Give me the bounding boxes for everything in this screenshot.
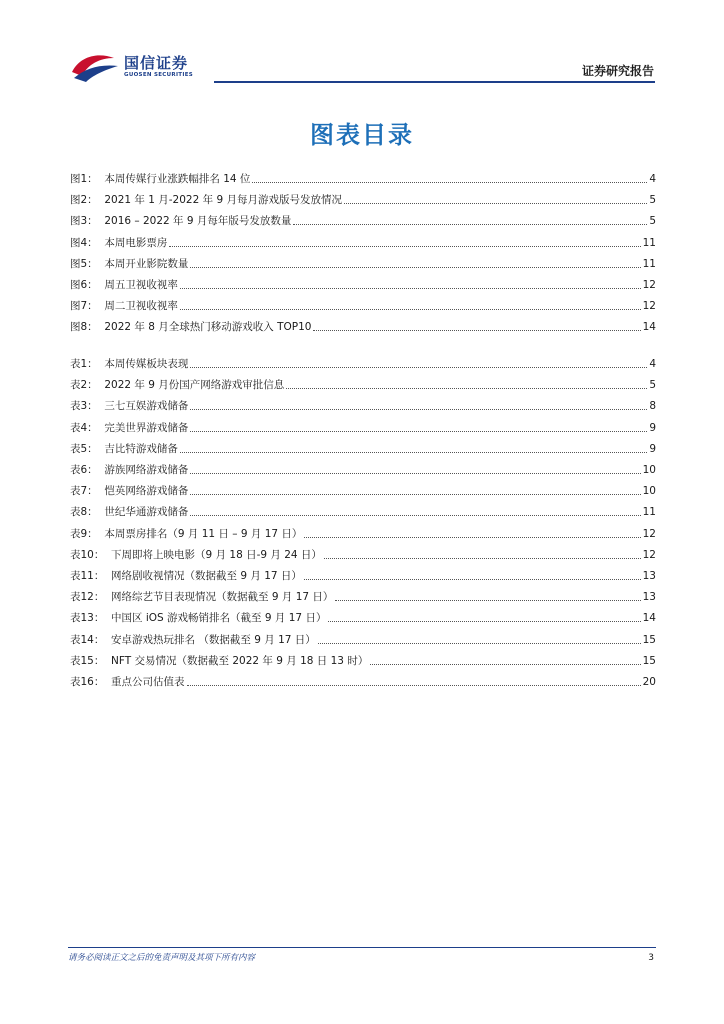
table-entry[interactable] xyxy=(70,648,656,668)
dot-leader xyxy=(180,287,641,289)
figure-entry-label: 图8： 2022 年 8 月全球热门移动游戏收入 TOP10 xyxy=(70,321,312,334)
dot-leader xyxy=(180,308,641,310)
table-entry-page: 11 xyxy=(642,506,656,519)
table-entry-label: 表14： 安卓游戏热玩排名 （数据截至 9 月 17 日） xyxy=(70,633,316,646)
dot-leader xyxy=(252,181,647,183)
figure-entry[interactable] xyxy=(70,187,656,207)
header-divider xyxy=(214,81,655,83)
dot-leader xyxy=(190,408,647,410)
figure-entry[interactable] xyxy=(70,293,656,313)
table-entry-label: 表11： 网络剧收视情况（数据截至 9 月 17 日） xyxy=(70,570,302,582)
table-entry-label: 表15： NFT 交易情况（数据截至 2022 年 9 月 18 日 13 时） xyxy=(70,654,369,667)
dot-leader xyxy=(324,557,641,559)
dot-leader xyxy=(335,599,640,601)
table-entry-label: 表10： 下周即将上映电影（9 月 18 日-9 月 24 日） xyxy=(70,548,322,561)
dot-leader xyxy=(190,266,640,268)
page-title: 图表目录 xyxy=(310,121,414,149)
table-entry[interactable] xyxy=(70,478,656,498)
logo-emblem-icon xyxy=(70,50,120,82)
table-entry[interactable] xyxy=(70,584,656,604)
dot-leader xyxy=(190,514,640,516)
dot-leader xyxy=(190,366,647,368)
figure-entry[interactable] xyxy=(70,272,656,292)
dot-leader xyxy=(187,684,641,686)
table-entry-label: 表2： 2022 年 9 月份国产网络游戏审批信息 xyxy=(70,379,285,392)
table-entry-page: 12 xyxy=(642,527,656,540)
table-entry-page: 4 xyxy=(649,358,656,370)
dot-leader xyxy=(169,245,640,247)
figure-entry[interactable] xyxy=(70,314,656,334)
table-entry-page: 20 xyxy=(642,676,656,688)
logo-chinese-name: 国信证券 xyxy=(124,54,189,72)
table-entry-label: 表13： 中国区 iOS 游戏畅销排名（截至 9 月 17 日） xyxy=(70,612,327,625)
figure-entry-label: 图5： 本周开业影院数量 xyxy=(70,257,189,270)
table-entry-label: 表3： 三七互娱游戏储备 xyxy=(70,400,189,413)
dot-leader xyxy=(304,578,641,580)
figure-entry-page: 12 xyxy=(642,279,656,291)
table-entry[interactable] xyxy=(70,563,656,583)
figure-entry-page: 14 xyxy=(642,321,656,334)
table-entry-page: 9 xyxy=(649,421,656,434)
table-entry-label: 表12： 网络综艺节目表现情况（数据截至 9 月 17 日） xyxy=(70,591,334,604)
table-entry-page: 13 xyxy=(642,570,656,582)
figure-entry-label: 图6： 周五卫视收视率 xyxy=(70,279,178,291)
table-entry-page: 5 xyxy=(649,379,656,392)
figure-entry-page: 11 xyxy=(642,236,656,249)
table-entry[interactable] xyxy=(70,372,656,392)
table-entry-label: 表4： 完美世界游戏储备 xyxy=(70,421,189,434)
table-entry[interactable] xyxy=(70,457,656,477)
dot-leader xyxy=(313,329,640,331)
table-entry-page: 10 xyxy=(642,485,656,498)
dot-leader xyxy=(328,620,640,622)
table-entry-page: 8 xyxy=(649,400,656,413)
table-entry[interactable] xyxy=(70,605,656,625)
figure-entry[interactable] xyxy=(70,251,656,271)
table-entry[interactable] xyxy=(70,393,656,413)
table-entry-label: 表1： 本周传媒板块表现 xyxy=(70,358,189,370)
figure-entry-label: 图7： 周二卫视收视率 xyxy=(70,300,178,313)
table-entry-label: 表16： 重点公司估值表 xyxy=(70,676,185,688)
dot-leader xyxy=(293,223,647,225)
figure-entry-label: 图4： 本周电影票房 xyxy=(70,236,168,249)
footer-disclaimer: 请务必阅读正文之后的免责声明及其项下所有内容 xyxy=(68,953,256,963)
table-entry-page: 9 xyxy=(649,442,656,455)
figure-entry[interactable] xyxy=(70,166,656,186)
dot-leader xyxy=(370,663,640,665)
guosen-logo xyxy=(70,50,200,86)
table-entry-label: 表7： 恺英网络游戏储备 xyxy=(70,485,189,498)
table-entry-page: 15 xyxy=(642,633,656,646)
dot-leader xyxy=(286,387,647,389)
table-entry[interactable] xyxy=(70,436,656,456)
figure-entry-page: 11 xyxy=(642,257,656,270)
table-entry[interactable] xyxy=(70,521,656,541)
dot-leader xyxy=(344,202,647,204)
figure-entry-label: 图1： 本周传媒行业涨跌幅排名 14 位 xyxy=(70,173,251,185)
footer-divider xyxy=(68,947,656,948)
figure-entry-page: 12 xyxy=(642,300,656,313)
table-entry[interactable] xyxy=(70,351,656,371)
table-entry[interactable] xyxy=(70,669,656,689)
table-entry[interactable] xyxy=(70,415,656,435)
dot-leader xyxy=(318,642,641,644)
dot-leader xyxy=(180,451,647,453)
table-entry-page: 13 xyxy=(642,591,656,604)
figure-entry[interactable] xyxy=(70,230,656,250)
figure-entry-label: 图2： 2021 年 1 月-2022 年 9 月每月游戏版号发放情况 xyxy=(70,194,342,207)
dot-leader xyxy=(190,493,640,495)
table-entry[interactable] xyxy=(70,627,656,647)
table-entry-page: 15 xyxy=(642,654,656,667)
report-type-label: 证券研究报告 xyxy=(581,64,654,78)
logo-english-name: GUOSEN SECURITIES xyxy=(124,72,194,78)
table-entry[interactable] xyxy=(70,542,656,562)
figure-entry-page: 5 xyxy=(649,194,656,207)
table-entry-label: 表6： 游族网络游戏储备 xyxy=(70,464,189,476)
dot-leader xyxy=(304,536,640,538)
table-entry-page: 10 xyxy=(642,464,656,476)
page-number: 3 xyxy=(648,953,654,963)
table-entry-page: 12 xyxy=(642,548,656,561)
page-header xyxy=(0,0,724,90)
figure-entry-page: 4 xyxy=(649,173,656,185)
figure-entry-page: 5 xyxy=(649,215,656,228)
table-entry[interactable] xyxy=(70,499,656,519)
figure-entry-label: 图3： 2016 – 2022 年 9 月每年版号发放数量 xyxy=(70,215,292,228)
table-entry-label: 表5： 吉比特游戏储备 xyxy=(70,442,178,455)
table-entry-page: 14 xyxy=(642,612,656,625)
dot-leader xyxy=(190,472,640,474)
figure-entry[interactable] xyxy=(70,208,656,228)
dot-leader xyxy=(190,430,647,432)
table-entry-label: 表9： 本周票房排名（9 月 11 日 – 9 月 17 日） xyxy=(70,527,303,540)
table-entry-label: 表8： 世纪华通游戏储备 xyxy=(70,506,189,519)
